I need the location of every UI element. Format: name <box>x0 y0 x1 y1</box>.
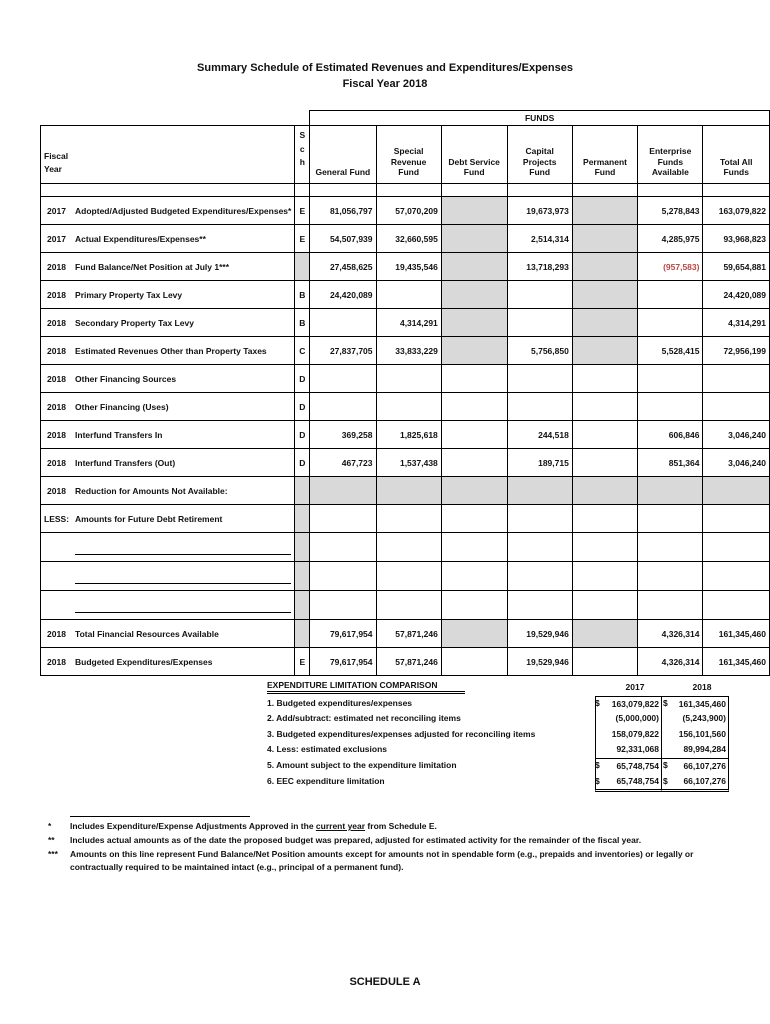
table-row <box>41 225 770 253</box>
row-value <box>638 281 703 309</box>
column-header: General Fund <box>310 126 376 184</box>
row-value: 81,056,797 <box>310 197 376 225</box>
eec-dollar-sign: $ <box>663 759 668 770</box>
eec-dollar-sign: $ <box>663 775 668 786</box>
row-value <box>441 253 507 281</box>
table-row <box>41 591 770 620</box>
row-year: 2018 <box>41 337 73 365</box>
row-label: Actual Expenditures/Expenses** <box>72 225 295 253</box>
row-value: 59,654,881 <box>703 253 770 281</box>
row-value <box>441 505 507 533</box>
row-value <box>310 477 376 505</box>
row-schedule: C <box>295 337 310 365</box>
row-value <box>703 562 770 591</box>
eec-value-2017: (5,000,000) <box>595 711 662 727</box>
row-value: 3,046,240 <box>703 449 770 477</box>
row-year: 2018 <box>41 309 73 337</box>
column-header: Special Revenue Fund <box>376 126 441 184</box>
eec-item-label: 3. Budgeted expenditures/expenses adjusted for reconciling items <box>267 728 536 739</box>
row-value <box>507 309 572 337</box>
row-value <box>441 620 507 648</box>
row-value: 79,617,954 <box>310 648 376 676</box>
row-schedule <box>295 533 310 562</box>
eec-value-2017: 65,748,754 <box>595 758 662 775</box>
eec-value-2017: 158,079,822 <box>595 727 662 743</box>
row-value <box>310 393 376 421</box>
row-value: 19,435,546 <box>376 253 441 281</box>
footnote <box>40 834 730 847</box>
row-schedule <box>295 477 310 505</box>
row-value <box>638 562 703 591</box>
row-value <box>376 562 441 591</box>
row-value <box>703 591 770 620</box>
eec-value-2018: 89,994,284 <box>662 742 729 758</box>
row-value <box>572 562 637 591</box>
eec-value-2017: 65,748,754 <box>595 774 662 793</box>
row-label: Interfund Transfers In <box>72 421 295 449</box>
year-label: Year <box>44 164 62 175</box>
row-value <box>376 393 441 421</box>
eec-dollar-sign: $ <box>595 697 600 708</box>
row-year: 2018 <box>41 393 73 421</box>
row-label-line <box>75 569 291 584</box>
eec-item <box>265 727 735 743</box>
eec-item-label: 2. Add/subtract: estimated net reconciling items <box>267 713 461 724</box>
row-label: Budgeted Expenditures/Expenses <box>72 648 295 676</box>
row-value <box>507 591 572 620</box>
row-value <box>703 533 770 562</box>
row-label: Other Financing Sources <box>72 365 295 393</box>
row-value: 189,715 <box>507 449 572 477</box>
row-value: 4,314,291 <box>703 309 770 337</box>
eec-value-2018: 161,345,460 <box>662 696 729 713</box>
eec-item-label: 1. Budgeted expenditures/expenses <box>267 697 413 708</box>
row-value: 369,258 <box>310 421 376 449</box>
column-header: Capital Projects Fund <box>507 126 572 184</box>
row-value: 5,278,843 <box>638 197 703 225</box>
table-row <box>41 365 770 393</box>
footnote <box>40 848 730 874</box>
row-value <box>441 197 507 225</box>
footnote-underlined: current year <box>315 821 366 831</box>
footnote-text: Includes actual amounts as of the date the proposed budget was prepared, adjusted for estimated activity for the remainder of the fiscal year. <box>70 835 642 845</box>
column-header: Enterprise Funds Available <box>638 126 703 184</box>
row-value: 467,723 <box>310 449 376 477</box>
header-gap-row <box>41 184 770 197</box>
row-label-line <box>75 540 291 555</box>
header-row-columns <box>41 126 770 184</box>
row-value: 161,345,460 <box>703 648 770 676</box>
row-value: 3,046,240 <box>703 421 770 449</box>
row-schedule: D <box>295 421 310 449</box>
eec-value-2017: 163,079,822 <box>595 696 662 713</box>
row-value: 72,956,199 <box>703 337 770 365</box>
fiscal-year-heading <box>41 126 295 184</box>
row-value <box>507 365 572 393</box>
row-label: Primary Property Tax Levy <box>72 281 295 309</box>
row-value <box>441 477 507 505</box>
row-value <box>441 562 507 591</box>
row-schedule <box>295 591 310 620</box>
row-schedule: D <box>295 449 310 477</box>
row-value <box>376 505 441 533</box>
row-value: 4,285,975 <box>638 225 703 253</box>
row-value <box>310 365 376 393</box>
eec-item-label: 4. Less: estimated exclusions <box>267 744 387 755</box>
row-value: 4,326,314 <box>638 620 703 648</box>
row-schedule: B <box>295 309 310 337</box>
table-row <box>41 449 770 477</box>
row-value <box>507 562 572 591</box>
footnotes <box>40 820 730 875</box>
row-value <box>310 309 376 337</box>
row-value: 2,514,314 <box>507 225 572 253</box>
row-value <box>507 477 572 505</box>
row-year: 2017 <box>41 225 73 253</box>
row-value <box>507 533 572 562</box>
row-value <box>572 281 637 309</box>
row-label: Secondary Property Tax Levy <box>72 309 295 337</box>
row-value <box>572 197 637 225</box>
table-row <box>41 505 770 533</box>
eec-year-2017: 2017 <box>625 682 645 692</box>
row-value <box>310 505 376 533</box>
row-value: 54,507,939 <box>310 225 376 253</box>
row-year <box>41 533 73 562</box>
row-value: 244,518 <box>507 421 572 449</box>
row-value <box>703 393 770 421</box>
row-year: 2018 <box>41 620 73 648</box>
row-value <box>376 477 441 505</box>
row-value <box>441 225 507 253</box>
row-value <box>572 225 637 253</box>
row-label: Total Financial Resources Available <box>72 620 295 648</box>
eec-dollar-sign: $ <box>663 697 668 708</box>
table-row <box>41 620 770 648</box>
row-year: 2018 <box>41 648 73 676</box>
row-label-line <box>75 598 291 613</box>
eec-item <box>265 696 735 712</box>
row-value <box>376 533 441 562</box>
table-row <box>41 533 770 562</box>
row-value <box>638 309 703 337</box>
row-label: Reduction for Amounts Not Available: <box>72 477 295 505</box>
row-label: Estimated Revenues Other than Property Taxes <box>72 337 295 365</box>
row-label: Fund Balance/Net Position at July 1*** <box>72 253 295 281</box>
row-year: 2018 <box>41 281 73 309</box>
page-subtitle: Fiscal Year 2018 <box>342 78 428 90</box>
row-year: 2018 <box>41 449 73 477</box>
footnote-mark: *** <box>48 849 58 859</box>
funds-table <box>40 110 770 676</box>
row-value <box>572 309 637 337</box>
row-value <box>507 281 572 309</box>
row-value <box>638 477 703 505</box>
eec-item <box>265 742 735 758</box>
row-value <box>441 449 507 477</box>
row-year: 2018 <box>41 365 73 393</box>
footnote-text: Amounts on this line represent Fund Balance/Net Position amounts except for amounts not in spendable form (e.g., prepaids and inventories) or legally or contractually required to be maintained intact (e.g., principal of a permanent fund). <box>70 849 694 872</box>
table-row <box>41 337 770 365</box>
row-value: 19,529,946 <box>507 648 572 676</box>
funds-heading: FUNDS <box>310 111 770 126</box>
eec-heading: EXPENDITURE LIMITATION COMPARISON <box>267 680 465 694</box>
footnote <box>40 820 730 833</box>
row-schedule <box>295 620 310 648</box>
row-value <box>441 365 507 393</box>
eec-value-2018: 66,107,276 <box>662 774 729 793</box>
table-row <box>41 477 770 505</box>
eec-item <box>265 711 735 727</box>
row-value <box>572 421 637 449</box>
row-label: Interfund Transfers (Out) <box>72 449 295 477</box>
row-schedule: D <box>295 393 310 421</box>
row-value <box>703 365 770 393</box>
row-year: 2017 <box>41 197 73 225</box>
row-value: 851,364 <box>638 449 703 477</box>
row-value: 4,314,291 <box>376 309 441 337</box>
footnote-text-after: from Schedule E. <box>365 821 437 831</box>
row-value <box>638 505 703 533</box>
header-spacer <box>41 111 310 126</box>
row-value <box>572 365 637 393</box>
row-value <box>441 648 507 676</box>
eec-value-2018: (5,243,900) <box>662 711 729 727</box>
row-value: 24,420,089 <box>310 281 376 309</box>
row-value: (957,583) <box>638 253 703 281</box>
row-value <box>376 365 441 393</box>
row-year <box>41 591 73 620</box>
row-value <box>572 477 637 505</box>
row-value: 57,070,209 <box>376 197 441 225</box>
page-title: Summary Schedule of Estimated Revenues and Expenditures/Expenses <box>197 62 573 74</box>
row-value <box>441 393 507 421</box>
row-schedule: E <box>295 225 310 253</box>
row-value <box>572 533 637 562</box>
eec-item-label: 6. EEC expenditure limitation <box>267 775 385 786</box>
column-header: Permanent Fund <box>572 126 637 184</box>
row-value <box>703 505 770 533</box>
eec-dollar-sign: $ <box>595 759 600 770</box>
row-year: 2018 <box>41 421 73 449</box>
row-value <box>572 620 637 648</box>
eec-item <box>265 758 735 774</box>
eec-dollar-sign: $ <box>595 775 600 786</box>
row-year: 2018 <box>41 477 73 505</box>
row-value: 4,326,314 <box>638 648 703 676</box>
row-value <box>310 591 376 620</box>
eec-value-2018: 66,107,276 <box>662 758 729 775</box>
row-value <box>310 562 376 591</box>
row-year: LESS: <box>41 505 73 533</box>
row-value <box>310 533 376 562</box>
row-value: 1,825,618 <box>376 421 441 449</box>
table-row <box>41 253 770 281</box>
row-schedule <box>295 505 310 533</box>
row-year <box>41 562 73 591</box>
footnote-mark: ** <box>48 835 55 845</box>
footnote-text: Includes Expenditure/Expense Adjustments Approved in the <box>70 821 316 831</box>
row-schedule: E <box>295 648 310 676</box>
schedule-label: SCHEDULE A <box>349 976 421 988</box>
table-row <box>41 648 770 676</box>
row-value <box>572 337 637 365</box>
eec-value-2018: 156,101,560 <box>662 727 729 743</box>
row-value <box>572 253 637 281</box>
row-value <box>441 309 507 337</box>
row-label: Other Financing (Uses) <box>72 393 295 421</box>
row-value <box>638 365 703 393</box>
row-value <box>638 591 703 620</box>
row-value <box>507 505 572 533</box>
row-schedule: E <box>295 197 310 225</box>
column-header: Total All Funds <box>703 126 770 184</box>
row-schedule <box>295 253 310 281</box>
row-value: 27,837,705 <box>310 337 376 365</box>
row-value: 79,617,954 <box>310 620 376 648</box>
row-value <box>572 505 637 533</box>
row-value <box>572 648 637 676</box>
row-value: 161,345,460 <box>703 620 770 648</box>
row-label: Amounts for Future Debt Retirement <box>72 505 295 533</box>
row-schedule: B <box>295 281 310 309</box>
row-label <box>72 562 295 591</box>
row-schedule <box>295 562 310 591</box>
row-value: 57,871,246 <box>376 620 441 648</box>
table-row <box>41 309 770 337</box>
row-value <box>441 337 507 365</box>
table-row <box>41 197 770 225</box>
row-value: 5,756,850 <box>507 337 572 365</box>
header-row-funds <box>41 111 770 126</box>
eec-item <box>265 774 735 790</box>
table-row <box>41 562 770 591</box>
row-value: 13,718,293 <box>507 253 572 281</box>
row-value: 19,529,946 <box>507 620 572 648</box>
eec-value-2017: 92,331,068 <box>595 742 662 758</box>
row-value <box>638 533 703 562</box>
table-row <box>41 421 770 449</box>
row-value: 163,079,822 <box>703 197 770 225</box>
row-value: 57,871,246 <box>376 648 441 676</box>
eec-year-2018: 2018 <box>692 682 712 692</box>
row-value: 606,846 <box>638 421 703 449</box>
row-label <box>72 533 295 562</box>
eec-item-label: 5. Amount subject to the expenditure limitation <box>267 759 457 770</box>
row-value: 24,420,089 <box>703 281 770 309</box>
row-label <box>72 591 295 620</box>
footnote-rule <box>70 816 250 817</box>
row-value: 93,968,823 <box>703 225 770 253</box>
row-value <box>441 281 507 309</box>
expenditure-limitation-comparison <box>265 680 735 789</box>
row-value <box>572 449 637 477</box>
row-value <box>376 591 441 620</box>
column-header: Debt Service Fund <box>441 126 507 184</box>
row-value: 33,833,229 <box>376 337 441 365</box>
row-value <box>441 533 507 562</box>
row-value <box>638 393 703 421</box>
row-value: 27,458,625 <box>310 253 376 281</box>
eec-heading-row <box>265 680 735 696</box>
table-row <box>41 393 770 421</box>
footnote-mark: * <box>48 821 52 831</box>
table-row <box>41 281 770 309</box>
row-label: Adopted/Adjusted Budgeted Expenditures/Expenses* <box>72 197 295 225</box>
row-value <box>441 421 507 449</box>
row-value: 32,660,595 <box>376 225 441 253</box>
row-value <box>507 393 572 421</box>
sch-heading: S c h <box>295 126 310 184</box>
row-value <box>376 281 441 309</box>
row-schedule: D <box>295 365 310 393</box>
row-value: 1,537,438 <box>376 449 441 477</box>
row-value <box>441 591 507 620</box>
row-value: 19,673,973 <box>507 197 572 225</box>
row-year: 2018 <box>41 253 73 281</box>
fiscal-label: Fiscal <box>44 150 69 161</box>
row-value: 5,528,415 <box>638 337 703 365</box>
row-value <box>572 591 637 620</box>
row-value <box>572 393 637 421</box>
row-value <box>703 477 770 505</box>
